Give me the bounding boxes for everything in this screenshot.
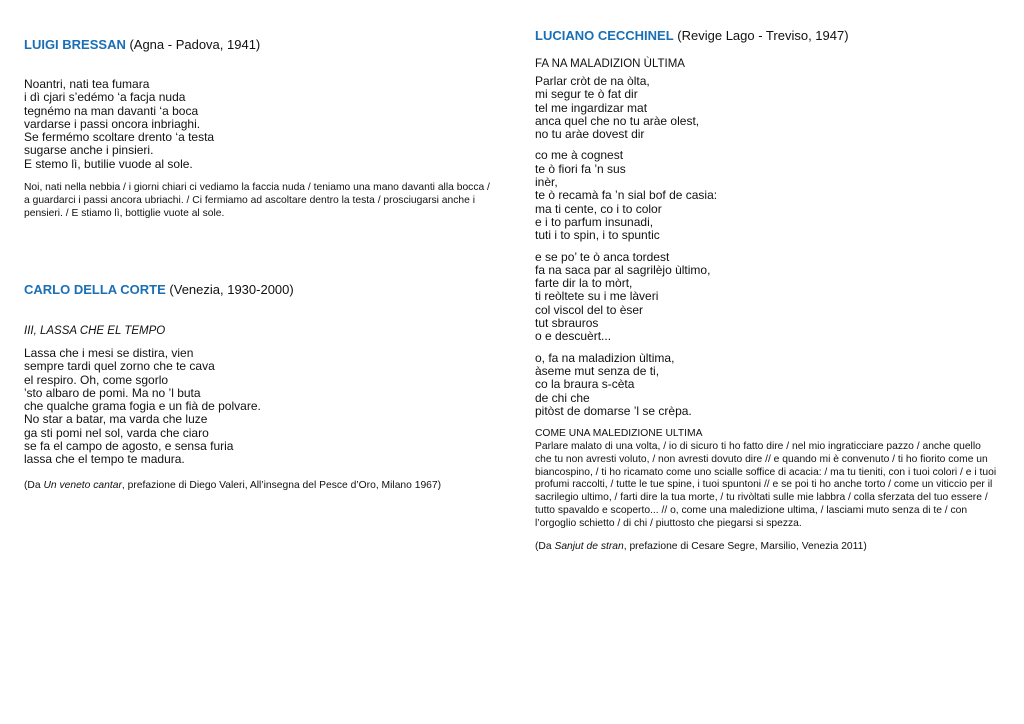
author-heading xyxy=(24,37,494,53)
poem-line: No star a batar, ma varda che luze xyxy=(24,412,208,427)
poem-line: lassa che el tempo te madura. xyxy=(24,452,185,467)
author-origin: (Revige Lago - Treviso, 1947) xyxy=(673,28,849,43)
poem-line: ti reòltete su i me làveri xyxy=(535,289,659,304)
poem-line: anca quel che no tu aràe olest, xyxy=(535,113,700,128)
source-book-title: Un veneto cantar xyxy=(43,479,122,491)
source-citation xyxy=(24,480,494,493)
poem-line: àseme mut senza de ti, xyxy=(535,363,660,378)
poem-translation: Parlare malato di una volta, / io di sicuro ti ho fatto dire / nel mio ingraticciare pazzo / anche quello che tu non avresti voluto, / non avresti dovuto dire // e quando mi è convenuto / ti ho fiorito come un biancospino, / ti ho ricamato come uno scialle soffice di acacia: / ma tu tieniti, con i tuoi colori / e i tuoi profumi raccolti, / tutte le tue spine, i tuoi spuntoni // e se poi ti ho anche torto / come un viticcio per il sacrilegio ultimo, / farti dire la tua morte, / tu rivòltati sulle mie labbra / colla sferzata del tuo essere / tutto spavaldo e scoperto... // o, come una maledizione ultima, / lasciami muto senza di te / con l’orgoglio schietto / di chi / piuttosto che piegarsi si spezza. xyxy=(535,440,997,529)
poem xyxy=(24,78,494,171)
poem-line: ’sto albaro de pomi. Ma no ’l buta xyxy=(24,385,201,400)
author-name: LUIGI BRESSAN xyxy=(24,37,126,52)
poem-stanza xyxy=(535,352,1000,418)
source-details: , prefazione di Cesare Segre, Marsilio, Venezia 2011) xyxy=(623,540,867,552)
source-book-title: Sanjut de stran xyxy=(554,540,624,552)
poem-line: i dì cjari s’edémo ‘a facja nuda xyxy=(24,90,186,105)
poem-line: che qualche grama fogia e un fià de polvare. xyxy=(24,399,261,414)
author-section-bressan xyxy=(24,37,494,220)
poem-line: fa na saca par al sagrilèjo ùltimo, xyxy=(535,262,711,277)
poem-line: sempre tardi quel zorno che te cava xyxy=(24,359,215,374)
poem-line: Lassa che i mesi se distira, vien xyxy=(24,346,194,360)
source-prefix: (Da xyxy=(24,479,44,491)
poem-line: te ò recamà fa ’n sial bof de casia: xyxy=(535,188,718,203)
poem-line: Parlar cròt de na òlta, xyxy=(535,74,650,88)
poem-line: te ò fiori fa ’n sus xyxy=(535,161,626,176)
poem-translation: Noi, nati nella nebbia / i giorni chiari ci vediamo la faccia nuda / teniamo una mano davanti alla bocca / a guardarci i passi ancora ubriachi. / Ci fermiamo ad ascoltare dentro la testa / prosciugarsi anche i pensieri. / E stiamo lì, bottiglie vuote al sole. xyxy=(24,182,490,219)
poem-stanza xyxy=(535,149,1000,242)
source-details: , prefazione di Diego Valeri, All’insegna del Pesce d’Oro, Milano 1967) xyxy=(121,479,442,491)
author-section-della-corte xyxy=(24,282,494,492)
author-origin: (Agna - Padova, 1941) xyxy=(125,37,261,52)
source-citation xyxy=(535,541,1000,554)
poem xyxy=(24,347,494,467)
poem-line: e i to parfum insunadi, xyxy=(535,214,654,229)
poem-line: mi segur te ò fat dir xyxy=(535,87,638,102)
poem-line: col viscol del to èser xyxy=(535,302,644,317)
poem-title: III, LASSA CHE EL TEMPO xyxy=(24,325,166,337)
poem-line: tut sbrauros xyxy=(535,316,599,331)
author-section-cecchinel xyxy=(535,28,1000,553)
poem xyxy=(535,75,1000,418)
author-name: LUCIANO CECCHINEL xyxy=(535,28,674,43)
poem-line: farte dir la to mòrt, xyxy=(535,276,633,291)
poem-line: E stemo lì, butilie vuode al sole. xyxy=(24,156,193,171)
author-heading xyxy=(24,282,494,298)
poem-line: Se fermémo scoltare drento ‘a testa xyxy=(24,130,215,145)
poem-line: tuti i to spin, i to spuntic xyxy=(535,228,660,243)
poem-line: inèr, xyxy=(535,175,558,190)
poem-line: ma ti cente, co i to color xyxy=(535,201,662,216)
author-name: CARLO DELLA CORTE xyxy=(24,282,166,297)
poem-line: pitòst de domarse ’l se crèpa. xyxy=(535,403,692,418)
poem-line: ga sti pomi nel sol, varda che ciaro xyxy=(24,425,209,440)
poem-line: co la braura s-cèta xyxy=(535,377,635,392)
poem-line: tegnémo na man davanti ‘a boca xyxy=(24,103,199,118)
poem-line: o, fa na maladizion ùltima, xyxy=(535,350,675,365)
poem-line: o e descuèrt... xyxy=(535,329,612,344)
author-heading xyxy=(535,28,1000,44)
poem-line: co me à cognest xyxy=(535,148,624,163)
poem-line: sugarse anche i pinsieri. xyxy=(24,143,154,158)
poem-line: e se po’ te ò anca tordest xyxy=(535,249,670,264)
poem-line: Noantri, nati tea fumara xyxy=(24,77,150,91)
poem-line: el respiro. Oh, come sgorlo xyxy=(24,372,169,387)
poem-line: de chi che xyxy=(535,390,590,405)
translation-title: COME UNA MALEDIZIONE ULTIMA xyxy=(535,428,703,440)
source-prefix: (Da xyxy=(535,540,555,552)
poem-line: vardarse i passi oncora inbriaghi. xyxy=(24,116,201,131)
poem-line: se fa el campo de agosto, e sensa furia xyxy=(24,439,234,454)
poem-stanza xyxy=(535,75,1000,141)
poem-stanza xyxy=(535,251,1000,344)
poem-title: FA NA MALADIZION ÙLTIMA xyxy=(535,58,685,70)
author-origin: (Venezia, 1930-2000) xyxy=(165,282,294,297)
poem-line: tel me ingardizar mat xyxy=(535,100,648,115)
poem-line: no tu aràe dovest dir xyxy=(535,127,645,142)
